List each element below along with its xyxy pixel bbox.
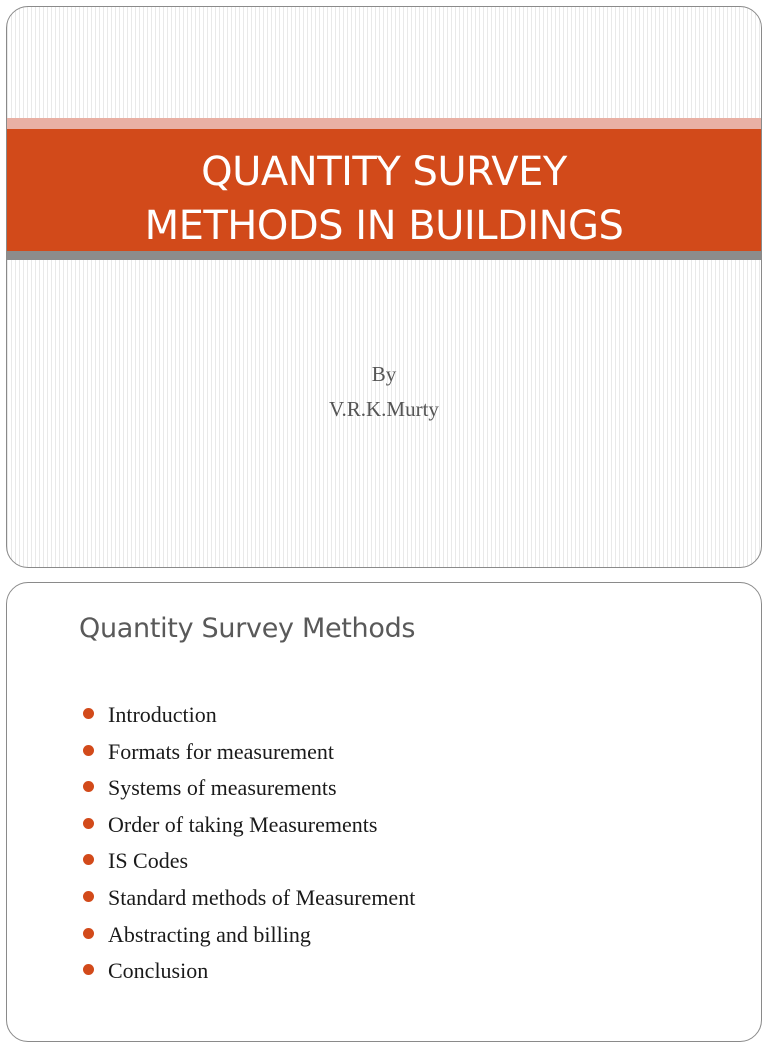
title-slide <box>6 6 762 568</box>
list-item <box>83 770 415 807</box>
bullet-dot-icon <box>83 854 94 865</box>
list-item <box>83 734 415 771</box>
list-item <box>83 807 415 844</box>
contents-title: Quantity Survey Methods <box>79 613 416 644</box>
bullet-dot-icon <box>83 891 94 902</box>
list-item-text: Abstracting and billing <box>108 921 311 947</box>
list-item-text: Systems of measurements <box>108 775 337 801</box>
slide-title-line-1: QUANTITY SURVEY <box>201 149 567 195</box>
list-item-text: Conclusion <box>108 958 209 984</box>
bullet-dot-icon <box>83 708 94 719</box>
slide-subtitle <box>7 357 761 427</box>
contents-slide <box>6 582 762 1042</box>
slide-title <box>7 145 761 253</box>
list-item <box>83 880 415 917</box>
list-item-text: IS Codes <box>108 848 189 874</box>
list-item <box>83 953 415 990</box>
contents-list <box>83 697 415 990</box>
list-item-text: Standard methods of Measurement <box>108 884 416 910</box>
bullet-dot-icon <box>83 928 94 939</box>
bullet-dot-icon <box>83 964 94 975</box>
list-item <box>83 843 415 880</box>
title-band-top-stripe <box>7 118 761 129</box>
bullet-dot-icon <box>83 818 94 829</box>
list-item-text: Formats for measurement <box>108 738 335 764</box>
author-name: V.R.K.Murty <box>329 397 439 421</box>
bullet-dot-icon <box>83 745 94 756</box>
by-label: By <box>371 362 397 386</box>
list-item <box>83 697 415 734</box>
list-item-text: Introduction <box>108 702 217 727</box>
bullet-dot-icon <box>83 781 94 792</box>
slide-title-line-2: METHODS IN BUILDINGS <box>144 203 624 249</box>
list-item <box>83 917 415 954</box>
list-item-text: Order of taking Measurements <box>108 811 378 837</box>
